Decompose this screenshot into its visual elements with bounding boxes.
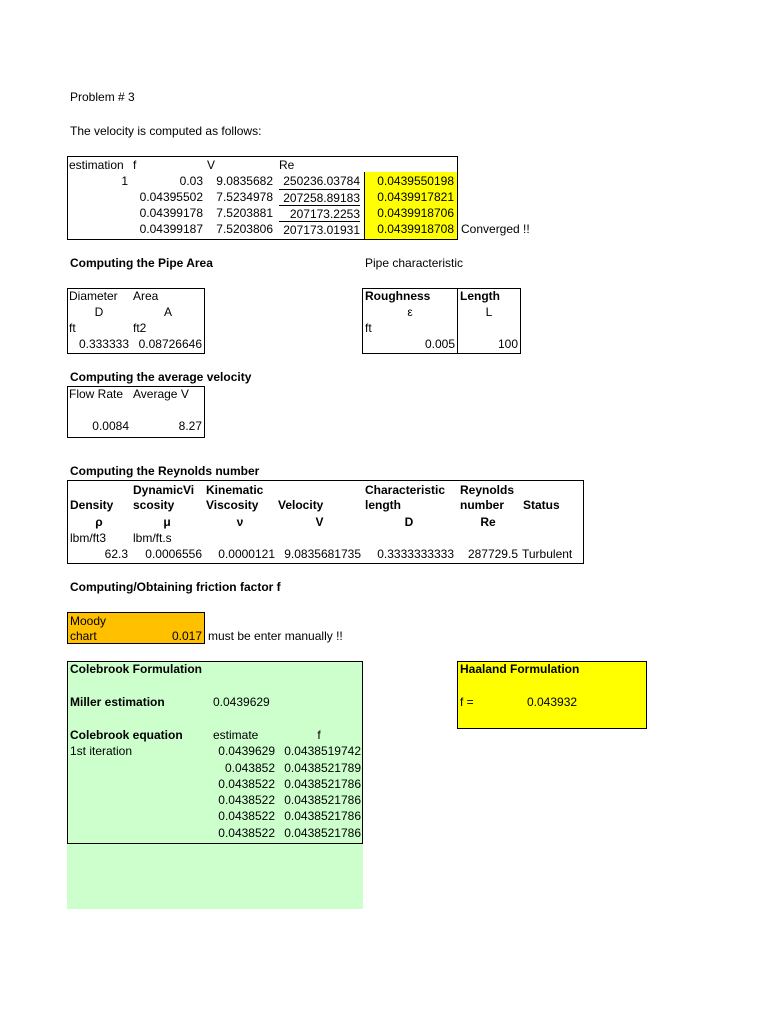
status-value: Turbulent (522, 547, 573, 561)
iter-fnew-0: 0.0439550198 (377, 174, 454, 188)
moody-label-1: Moody (70, 614, 107, 628)
char-length-h2: length (365, 498, 401, 512)
iter-est-0: 1 (121, 174, 128, 188)
kin-visc-value: 0.0000121 (218, 547, 275, 561)
iter-header-f: f (133, 158, 137, 172)
colebrook-estimate-4: 0.0438522 (218, 809, 275, 823)
diameter-unit: ft (69, 321, 76, 335)
colebrook-estimate-5: 0.0438522 (218, 826, 275, 840)
length-value: 100 (497, 337, 518, 351)
colebrook-estimate-1: 0.043852 (224, 761, 275, 775)
velocity-symbol: V (315, 515, 324, 529)
diameter-value: 0.333333 (78, 337, 129, 351)
density-symbol: ρ (95, 515, 103, 529)
haaland-f-label: f = (460, 695, 474, 709)
kin-visc-symbol: ν (236, 515, 244, 529)
iter-header-estimation: estimation (69, 158, 124, 172)
iter-re-2: 207173.2253 (279, 205, 360, 222)
avg-v-value: 8.27 (178, 419, 202, 433)
colebrook-f-5: 0.0438521786 (284, 826, 361, 840)
iter-re-3: 207173.01931 (279, 221, 360, 238)
intro-text: The velocity is computed as follows: (70, 124, 262, 138)
char-length-h1: Characteristic (365, 483, 446, 497)
iter-v-1: 7.5234978 (216, 190, 273, 204)
haaland-heading: Haaland Formulation (460, 662, 580, 676)
iter-re-0: 250236.03784 (283, 174, 360, 188)
avg-velocity-heading: Computing the average velocity (70, 370, 252, 384)
dyn-visc-unit: lbm/ft.s (133, 531, 172, 545)
colebrook-f-1: 0.0438521789 (284, 761, 361, 775)
reynolds-heading: Computing the Reynolds number (70, 464, 260, 478)
density-h2: Density (70, 498, 114, 512)
colebrook-estimate-0: 0.0439629 (218, 744, 275, 758)
velocity-h2: Velocity (278, 498, 324, 512)
iter-f-3: 0.04399187 (139, 222, 203, 236)
miller-label: Miller estimation (70, 695, 165, 709)
char-length-value: 0.3333333333 (377, 547, 454, 561)
colebrook-f-2: 0.0438521786 (284, 777, 361, 791)
iter-header-re: Re (279, 158, 295, 172)
pipe-char-divider (457, 288, 458, 354)
roughness-symbol: ε (407, 305, 413, 319)
colebrook-heading: Colebrook Formulation (70, 662, 202, 676)
dyn-visc-h1: DynamicVi (133, 483, 195, 497)
iter-f-1: 0.04395502 (139, 190, 203, 204)
reynolds-value: 287729.5 (467, 547, 518, 561)
iter-re-1: 207258.89183 (279, 189, 360, 206)
reynolds-h1: Reynolds (460, 483, 515, 497)
iter-fnew-3: 0.0439918708 (377, 222, 454, 236)
area-label: Area (133, 289, 159, 303)
area-unit: ft2 (133, 321, 147, 335)
roughness-label: Roughness (365, 289, 431, 303)
flow-rate-value: 0.0084 (92, 419, 129, 433)
colebrook-f-3: 0.0438521786 (284, 793, 361, 807)
roughness-value: 0.005 (424, 337, 455, 351)
pipe-area-heading: Computing the Pipe Area (70, 256, 213, 270)
iter-header-v: V (207, 158, 216, 172)
diameter-symbol: D (94, 305, 104, 319)
reynolds-h2: number (460, 498, 505, 512)
length-symbol: L (485, 305, 493, 319)
iter-v-0: 9.0835682 (216, 174, 273, 188)
iter-v-2: 7.5203881 (216, 206, 273, 220)
colebrook-estimate-3: 0.0438522 (218, 793, 275, 807)
status-h2: Status (523, 498, 560, 512)
iter-f-2: 0.04399178 (139, 206, 203, 220)
colebrook-eq-label: Colebrook equation (70, 728, 183, 742)
density-unit: lbm/ft3 (70, 531, 107, 545)
reynolds-symbol: Re (480, 515, 496, 529)
iter-v-3: 7.5203806 (216, 222, 273, 236)
haaland-f-value: 0.043932 (527, 695, 578, 709)
colebrook-estimate-2: 0.0438522 (218, 777, 275, 791)
density-value: 62.3 (104, 547, 128, 561)
colebrook-f-0: 0.0438519742 (284, 744, 361, 758)
miller-value: 0.0439629 (213, 695, 270, 709)
dyn-visc-symbol: μ (163, 515, 171, 529)
iteration-label: 1st iteration (70, 744, 133, 758)
friction-heading: Computing/Obtaining friction factor f (70, 580, 281, 594)
dyn-visc-value: 0.0006556 (145, 547, 202, 561)
col-estimate-header: estimate (213, 728, 259, 742)
flow-rate-label: Flow Rate (69, 387, 124, 401)
dyn-visc-h2: scosity (133, 498, 175, 512)
iter-f-0: 0.03 (179, 174, 203, 188)
moody-value[interactable]: 0.017 (171, 629, 202, 643)
roughness-unit: ft (365, 321, 372, 335)
avg-v-label: Average V (133, 387, 189, 401)
area-value: 0.08726646 (138, 337, 202, 351)
page-title: Problem # 3 (70, 90, 135, 104)
area-symbol: A (163, 305, 172, 319)
colebrook-f-4: 0.0438521786 (284, 809, 361, 823)
kin-visc-h1: Kinematic (206, 483, 264, 497)
diameter-label: Diameter (69, 289, 118, 303)
pipe-char-heading: Pipe characteristic (365, 256, 464, 270)
manual-entry-note: must be enter manually !! (208, 629, 343, 643)
char-length-symbol: D (404, 515, 414, 529)
iter-fnew-2: 0.0439918706 (377, 206, 454, 220)
velocity-value: 9.0835681735 (284, 547, 361, 561)
col-f-header: f (317, 728, 321, 742)
iter-fnew-1: 0.0439917821 (377, 190, 454, 204)
length-label: Length (460, 289, 500, 303)
moody-label-2: chart (70, 629, 97, 643)
kin-visc-h2: Viscosity (206, 498, 259, 512)
converged-label: Converged !! (461, 222, 530, 236)
